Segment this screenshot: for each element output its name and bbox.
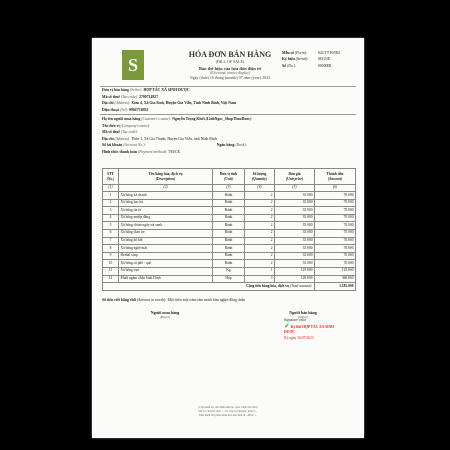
- row-no: 10: [103, 260, 119, 268]
- table-header-row: [103, 169, 356, 185]
- header-vi: Thành tiền: [326, 171, 344, 176]
- field-label: Ngân hàng: [216, 143, 235, 147]
- words-value: Một triệu một trăm tám mươi lăm nghìn đồng chẵn: [167, 298, 246, 302]
- field-label: Điện thoại: [102, 107, 119, 112]
- table-row: [103, 275, 356, 283]
- row-unit: Bánh: [213, 245, 245, 253]
- total-value: 1.185.000: [339, 283, 354, 288]
- row-unit: Bánh: [213, 222, 245, 230]
- meta-key: Mẫu số: [282, 51, 294, 55]
- invoice-subtitle-en: (Electronic invoice display): [210, 71, 250, 75]
- index-cell: (6): [315, 185, 356, 192]
- row-qty: 2: [245, 252, 275, 260]
- row-unit: Bánh: [213, 192, 245, 200]
- meta-value: SD/23E: [318, 57, 331, 62]
- digital-signature-stamp: [284, 318, 344, 341]
- total-label-en: (Total amount):: [289, 283, 313, 288]
- row-no: 5: [103, 222, 119, 230]
- row-amount: 360.000: [315, 275, 356, 283]
- row-name: Xà bông cà phê - quế: [119, 260, 213, 268]
- row-qty: 1: [245, 267, 275, 275]
- seller-address: Xóm 4, Xã Gia Sinh, Huyện Gia Viễn, Tỉnh Ninh Bình, Việt Nam: [131, 101, 237, 105]
- header-vi: Tên hàng hóa, dịch vụ: [148, 171, 183, 176]
- seller-sign-title: Người bán hàng: [289, 310, 317, 315]
- column-header: [275, 169, 315, 185]
- seller-name: HỢP TÁC XÃ SINH ĐƯỢC: [143, 88, 190, 92]
- row-unit: Bánh: [213, 229, 245, 237]
- table-row: [103, 237, 356, 245]
- meta-row-number: [282, 63, 362, 69]
- amount-in-words: [102, 298, 354, 302]
- table-row: [103, 229, 356, 237]
- buyer-section: [102, 116, 354, 155]
- row-unit: Hộp: [213, 275, 245, 283]
- field-label-en: (Company's name):: [120, 123, 151, 128]
- invoice-footer: [102, 406, 354, 419]
- row-no: 12: [103, 275, 119, 283]
- signed-date: Ký ngày 16/07/2023: [284, 335, 314, 340]
- meta-key: Số: [282, 63, 287, 68]
- row-price: 35.000: [275, 229, 315, 237]
- field-label: Họ tên người mua hàng: [102, 117, 141, 121]
- row-no: 9: [103, 252, 119, 260]
- header-en: (Quantity): [251, 176, 268, 181]
- row-price: 35.000: [275, 260, 315, 268]
- field-label-en: (Address):: [114, 136, 131, 141]
- row-unit: Bánh: [213, 214, 245, 222]
- row-price: 35.000: [275, 237, 315, 245]
- buyer-address: Thôn 1, Xã Gia Thanh, Huyện Gia Viễn, tỉnh Ninh Bình: [131, 136, 217, 141]
- row-no: 6: [103, 229, 119, 237]
- table-row: [103, 245, 356, 253]
- header-vi: Đơn vị tính: [219, 171, 238, 176]
- field-label: Mã số thuế: [102, 130, 120, 134]
- logo-letter: S: [127, 54, 138, 75]
- row-amount: 70.000: [315, 229, 356, 237]
- field-label: Mã số thuế: [102, 94, 120, 99]
- field-label: Địa chỉ: [102, 136, 114, 141]
- words-label: Số tiền viết bằng chữ: [102, 298, 136, 302]
- footer-line: Mã tra cứu hóa đơn: ... Tra cứu tại Website: https://...: [198, 410, 258, 414]
- field-label-en: (Address):: [114, 101, 131, 105]
- field-label-en: (Customer's name):: [141, 117, 172, 121]
- meta-key-en: (Form):: [294, 51, 308, 55]
- row-unit: Bánh: [213, 252, 245, 260]
- field-label-en: (Tel):: [119, 107, 129, 112]
- index-cell: (1): [103, 185, 119, 192]
- row-unit: Kg: [213, 267, 245, 275]
- buyer-sign-title: Người mua hàng: [150, 310, 180, 315]
- index-cell: (4): [245, 185, 275, 192]
- footer-line: Phát hành bởi phần mềm hóa đơn điện tử - MST: ...: [199, 414, 257, 418]
- column-header: [119, 169, 213, 185]
- row-name: Muối ngâm chân Sinh Dược: [119, 275, 213, 283]
- buyer-name: Nguyễn Trọng Khởi (LinhNgoc_ShopThuoDuoc): [172, 117, 252, 121]
- row-amount: 70.000: [315, 214, 356, 222]
- field-label: Số tài khoản: [102, 143, 123, 147]
- header-en: (No.): [106, 176, 115, 181]
- row-amount: 70.000: [315, 237, 356, 245]
- table-row: [103, 192, 356, 200]
- row-no: 7: [103, 237, 119, 245]
- payment-method: TM/CK: [168, 149, 181, 154]
- total-label-cell: [103, 283, 315, 291]
- row-name: Xà bông nghệ mật: [119, 245, 213, 253]
- row-unit: Bánh: [213, 199, 245, 207]
- buyer-signature: [120, 310, 210, 319]
- index-cell: (3): [213, 185, 245, 192]
- row-amount: 70.000: [315, 207, 356, 215]
- row-amount: 70.000: [315, 199, 356, 207]
- words-label-en: (Amount in words):: [136, 298, 167, 302]
- row-name: Herbal soap: [119, 252, 213, 260]
- row-qty: 2: [245, 199, 275, 207]
- row-qty: 2: [245, 229, 275, 237]
- row-qty: 2: [245, 222, 275, 230]
- field-label: Đơn vị bán hàng: [102, 88, 129, 92]
- column-header: [315, 169, 356, 185]
- row-name: Xà bông chùm ngây trà xanh: [119, 222, 213, 230]
- invoice-meta: [282, 50, 362, 69]
- row-qty: 2: [245, 237, 275, 245]
- field-label: Hình thức thanh toán: [102, 149, 138, 154]
- row-price: 35.000: [275, 192, 315, 200]
- field-label-en: (Account No.):: [123, 143, 146, 147]
- row-price: 35.000: [275, 245, 315, 253]
- check-icon: ✓: [284, 321, 290, 330]
- total-value-cell: [315, 283, 356, 291]
- meta-key-en: (No.):: [286, 63, 297, 68]
- seller-phone: 0904753084: [128, 107, 148, 112]
- row-name: Xà bông hồ kết: [119, 237, 213, 245]
- divider: [100, 114, 356, 115]
- row-amount: 70.000: [315, 192, 356, 200]
- table-row: [103, 260, 356, 268]
- row-price: 35.000: [275, 199, 315, 207]
- row-price: 35.000: [275, 207, 315, 215]
- row-no: 1: [103, 192, 119, 200]
- company-logo: [122, 50, 144, 80]
- total-row: [103, 283, 356, 291]
- header-en: (Unit): [224, 176, 233, 181]
- row-name: Xà bông vụn: [119, 267, 213, 275]
- row-no: 4: [103, 214, 119, 222]
- row-no: 2: [103, 199, 119, 207]
- row-price: 120.000: [275, 275, 315, 283]
- row-amount: 70.000: [315, 260, 356, 268]
- row-qty: 2: [245, 192, 275, 200]
- row-qty: 2: [245, 207, 275, 215]
- table-row: [103, 267, 356, 275]
- table-row: [103, 207, 356, 215]
- footer-line: (Cần kiểm tra, đối chiếu khi lập, giao, nhận hóa đơn): [198, 406, 258, 409]
- meta-key-en: (Serial):: [295, 57, 309, 62]
- field-label-en: (Bank):: [235, 143, 247, 147]
- column-header: [245, 169, 275, 185]
- seller-sign-title-en: (Seller): [297, 315, 309, 319]
- meta-value: 0000008: [318, 63, 332, 68]
- row-amount: 125.000: [315, 267, 356, 275]
- row-qty: 2: [245, 260, 275, 268]
- header-vi: Đơn giá: [288, 171, 301, 176]
- table-row: [103, 214, 356, 222]
- meta-value: 02GTTT0/002: [318, 51, 341, 55]
- row-price: 125.000: [275, 267, 315, 275]
- buyer-payment-row: [102, 149, 354, 156]
- row-name: Xà bông mướp đắng: [119, 214, 213, 222]
- signature-valid-text: Signature valid: [284, 318, 306, 322]
- seller-section: [102, 87, 354, 113]
- row-unit: Bánh: [213, 237, 245, 245]
- buyer-sign-title-en: (Buyer): [159, 315, 171, 319]
- total-label: Cộng tiền hàng hóa, dịch vụ: [246, 283, 290, 288]
- row-name: Xà bông than tre: [119, 229, 213, 237]
- row-amount: 70.000: [315, 245, 356, 253]
- invoice-title: HÓA ĐƠN BÁN HÀNG: [188, 50, 272, 59]
- row-amount: 70.000: [315, 222, 356, 230]
- row-name: Xà bông xả chanh: [119, 192, 213, 200]
- row-no: 11: [103, 267, 119, 275]
- table-row: [103, 252, 356, 260]
- meta-key: Ký hiệu: [282, 57, 295, 62]
- header-en: (Unit price): [285, 176, 304, 181]
- items-table: [102, 168, 356, 291]
- signed-by: Ký bởi HỢP TÁC XÃ SINH ĐƯỢC: [284, 324, 334, 334]
- row-name: Xà bông tía tô: [119, 207, 213, 215]
- column-header: [213, 169, 245, 185]
- row-price: 35.000: [275, 214, 315, 222]
- seller-tax-code: 2700714927: [139, 94, 159, 99]
- field-label-en: (Tax code):: [120, 130, 139, 134]
- invoice-title-en: (BILL OF SALE): [215, 59, 245, 64]
- row-qty: 3: [245, 275, 275, 283]
- row-qty: 2: [245, 245, 275, 253]
- header-en: (Description): [155, 176, 176, 181]
- table-row: [103, 222, 356, 230]
- index-cell: (5): [275, 185, 315, 192]
- column-header: [103, 169, 119, 185]
- header-vi: STT: [107, 171, 114, 176]
- row-name: Xà bông bạc hà: [119, 199, 213, 207]
- index-cell: (2): [119, 185, 213, 192]
- field-label: Tên đơn vị: [102, 123, 120, 128]
- table-row: [103, 199, 356, 207]
- table-index-row: [103, 185, 356, 192]
- row-qty: 2: [245, 214, 275, 222]
- row-price: 35.000: [275, 252, 315, 260]
- header-vi: Số lượng: [252, 171, 267, 176]
- row-no: 3: [103, 207, 119, 215]
- row-amount: 70.000: [315, 252, 356, 260]
- invoice-date: Ngày (date) 16 tháng (month) 07 năm (year) 2023: [189, 75, 271, 80]
- row-unit: Bánh: [213, 260, 245, 268]
- field-label-en: (Seller):: [129, 88, 143, 92]
- row-unit: Bánh: [213, 207, 245, 215]
- seller-phone-row: [102, 107, 354, 114]
- header-en: (Amount): [327, 176, 343, 181]
- field-label: Địa chỉ: [102, 101, 114, 105]
- row-no: 8: [103, 245, 119, 253]
- invoice-subtitle: Bản thể hiện của hóa đơn điện tử: [198, 66, 262, 71]
- field-label-en: (Payment method):: [138, 149, 168, 154]
- row-price: 35.000: [275, 222, 315, 230]
- field-label-en: (Tax code):: [120, 94, 139, 99]
